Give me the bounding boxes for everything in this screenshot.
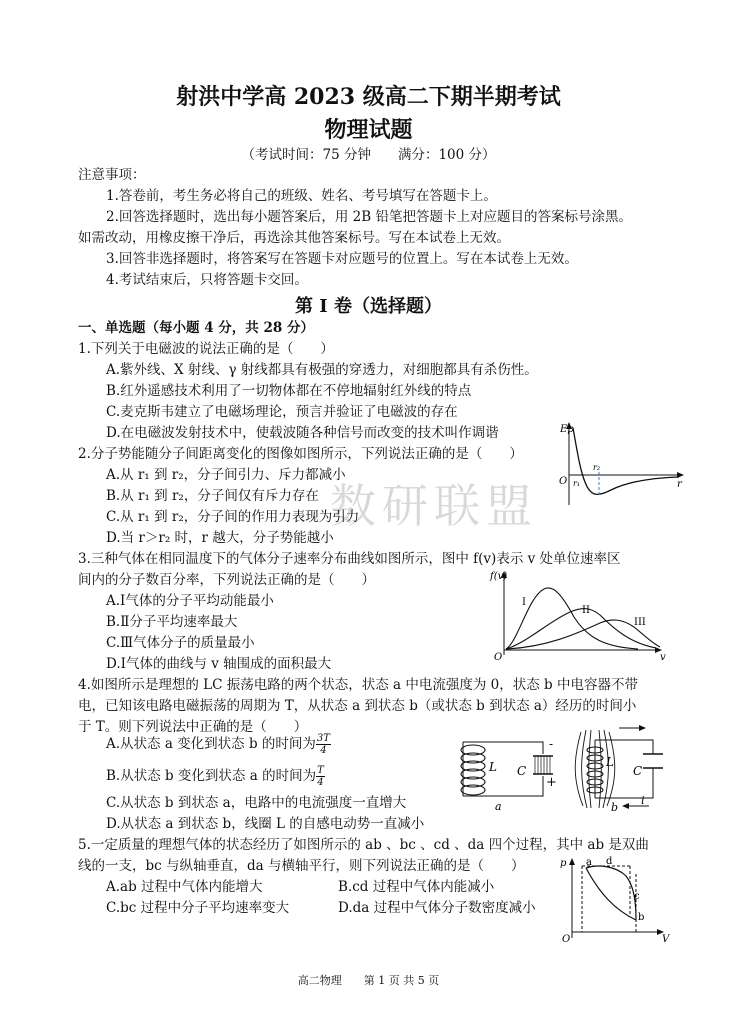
q3-stem-line1: 3.三种气体在相同温度下的气体分子速率分布曲线如图所示，图中 f(v)表示 v 处单位速率区 [78,551,621,567]
notice-item: 3.回答非选择题时，将答案写在答题卡对应题号的位置上。写在本试卷上无效。 [106,251,578,267]
q5-point-d: d [606,856,613,867]
subject-title: 物理试题 [324,117,413,143]
q2-option-a: A.从 r₁ 到 r₂，分子间引力、斥力都减小 [106,467,346,483]
q3-origin-label: O [494,652,503,661]
q3-option-d: D.Ⅰ气体的曲线与 v 轴围成的面积最大 [106,656,332,672]
q5-option-b: B.cd 过程中气体内能减小 [338,879,495,895]
q5-stem-line2: 线的一支，bc 与纵轴垂直，da 与横轴平行，则下列说法正确的是（ ） [78,858,525,874]
q3-x-label: v [660,652,666,661]
q3-stem-line2: 间内的分子数百分率，下列说法正确的是（ ） [78,572,375,588]
q2-origin-label: O [559,476,568,487]
q4-lc-circuit-state-a [455,728,570,813]
q2-stem: 2.分子势能随分子间距离变化的图像如图所示，下列说法正确的是（ ） [78,446,523,462]
q3-option-a: A.Ⅰ气体的分子平均动能最小 [106,593,274,609]
q1-option-b: B.红外遥感技术利用了一切物体都在不停地辐射红外线的特点 [106,383,472,399]
q3-option-b: B.Ⅱ分子平均速率最大 [106,614,238,630]
q3-option-c: C.Ⅲ气体分子的质量最小 [106,635,255,651]
q4-b-inductor-label: L [606,755,614,769]
q2-r1-label: r₁ [573,479,581,488]
q2-option-b: B.从 r₁ 到 r₂，分子间仅有斥力存在 [106,488,319,504]
q4-option-a: A.从状态 a 变化到状态 b 的时间为 $\frac{3T}{4}$ [106,733,330,756]
q5-point-a: a [586,857,592,868]
q5-option-a: A.ab 过程中气体内能增大 [106,879,263,895]
q4-option-d: D.从状态 a 到状态 b，线圈 L 的自感电动势一直减小 [106,816,425,832]
q4-lc-circuit-state-b [573,720,688,812]
q4-b-current-label: i [641,794,645,807]
notice-heading: 注意事项： [78,167,146,183]
q3-curve-label-2: II [582,605,590,616]
exam-title: 射洪中学高 2023 级高二下期半期考试 [176,84,561,110]
q3-curve-label-3: III [634,617,646,628]
q4-stem-line3: 于 T。则下列说法中正确的是（ ） [78,719,308,735]
notice-item: 1.答卷前，考生务必将自己的班级、姓名、考号填写在答题卡上。 [106,188,497,204]
q2-option-d: D.当 r＞r₂ 时，r 越大，分子势能越小 [106,530,334,546]
q4-b-state-label: b [611,801,619,812]
notice-item: 4.考试结束后，只将答题卡交回。 [106,272,308,288]
q5-point-c: c [634,891,640,902]
q5-origin-label: O [562,934,571,944]
q4-stem-line2: 电，已知该电路电磁振荡的周期为 T，从状态 a 到状态 b（或状态 b 到状态 a）经历的时间小 [78,698,637,714]
q4-a-inductor-label: L [489,760,497,774]
q3-curve-label-1: I [522,597,526,608]
q5-option-c: C.bc 过程中分子平均速率变大 [106,900,290,916]
q4-a-capacitor-label: C [517,764,527,778]
q4-option-c: C.从状态 b 到状态 a，电路中的电流强度一直增大 [106,795,407,811]
q2-option-c: C.从 r₁ 到 r₂，分子间的作用力表现为引力 [106,509,360,525]
q5-point-b: b [638,912,645,923]
q2-x-label: r [677,479,682,490]
notice-item: 如需改动，用橡皮擦干净后，再选涂其他答案标号。写在本试卷上无效。 [78,230,510,246]
q2-r2-label: r₂ [593,463,601,472]
q4-stem-line1: 4.如图所示是理想的 LC 振荡电路的两个状态，状态 a 中电流强度为 0，状态 b 中电容器不带 [78,677,638,693]
q5-pv-diagram [560,854,672,944]
q2-y-label: Ep [560,424,574,435]
q5-y-label: p [560,858,567,869]
q3-speed-distribution-graph [488,567,668,661]
q5-option-d: D.da 过程中气体分子数密度减小 [338,900,536,916]
q4-a-plus-label: + [546,775,557,790]
q3-y-label: f(v) [490,571,508,582]
page-footer: 高二物理 第 1 页 共 5 页 [297,974,440,987]
exam-info: （考试时间：75 分钟 满分：100 分） [241,147,496,163]
q2-potential-energy-graph [555,420,685,510]
notice-item: 2.回答选择题时，选出每小题答案后，用 2B 铅笔把答题卡上对应题目的答案标号涂黑。 [106,209,632,225]
section-title: 第 I 卷（选择题） [295,296,442,317]
q1-option-d: D.在电磁波发射技术中，使载波随各种信号而改变的技术叫作调谐 [106,425,499,441]
q4-b-capacitor-label: C [633,764,643,778]
q5-x-label: V [662,934,670,944]
q4-a-state-label: a [495,800,502,813]
q4-a-minus-label: - [549,737,554,751]
watermark: 数研联盟 [330,479,538,533]
q1-stem: 1.下列关于电磁波的说法正确的是（ ） [78,341,334,357]
q1-option-c: C.麦克斯韦建立了电磁场理论，预言并验证了电磁波的存在 [106,404,458,420]
section-subtitle: 一、单选题（每小题 4 分，共 28 分） [78,320,314,336]
q4-option-b: B.从状态 b 变化到状态 a 的时间为 $\frac{T}{4}$ [106,765,324,788]
q1-option-a: A.紫外线、X 射线、γ 射线都具有极强的穿透力，对细胞都具有杀伤性。 [106,362,538,378]
q5-stem-line1: 5.一定质量的理想气体的状态经历了如图所示的 ab 、bc 、cd 、da 四个过程，其中 ab 是双曲 [78,837,649,853]
